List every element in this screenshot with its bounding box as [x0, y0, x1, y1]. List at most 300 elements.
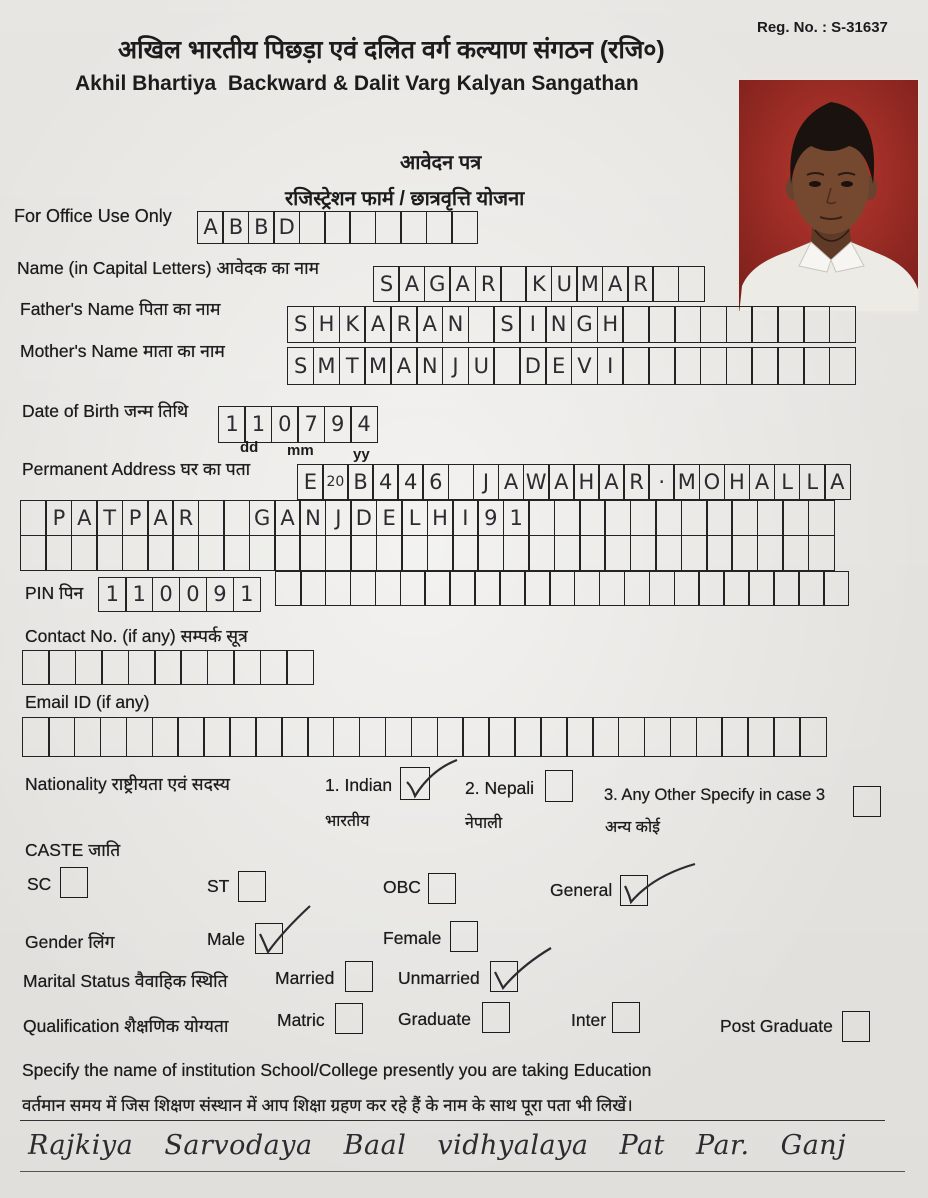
char-box: I — [452, 500, 479, 536]
caste-st-checkbox — [238, 871, 266, 902]
char-box — [424, 571, 451, 606]
caste-st-label: ST — [207, 876, 230, 896]
char-box — [648, 306, 675, 343]
char-box — [449, 571, 476, 606]
marital-married-label: Married — [275, 968, 335, 988]
nationality-label: Nationality राष्ट्रीयता एवं सदस्य — [25, 774, 230, 794]
qualification-post-graduate-label: Post Graduate — [720, 1016, 833, 1036]
qualification-matric-checkbox — [335, 1003, 363, 1034]
char-box — [488, 717, 516, 757]
char-box — [154, 650, 182, 685]
char-box — [721, 717, 749, 757]
char-box: 0 — [179, 577, 208, 612]
char-box — [757, 535, 784, 571]
char-box — [333, 717, 361, 757]
char-box — [723, 571, 750, 606]
char-box — [451, 211, 478, 244]
char-box — [803, 306, 830, 343]
char-box: E — [297, 464, 324, 500]
gender-female-label: Female — [383, 928, 442, 948]
char-box: B — [222, 211, 249, 244]
char-box — [630, 535, 657, 571]
char-box — [349, 211, 376, 244]
char-box — [96, 535, 123, 571]
char-box — [528, 500, 555, 536]
contact-boxes — [22, 650, 312, 685]
char-box: O — [699, 464, 726, 500]
qualification-graduate-checkbox — [482, 1002, 510, 1033]
char-box: 9 — [324, 406, 352, 443]
gender-male-label: Male — [207, 929, 245, 949]
char-box — [75, 650, 103, 685]
char-box — [286, 650, 314, 685]
nationality-indian-label: 1. Indian — [325, 775, 393, 795]
char-box: 0 — [152, 577, 181, 612]
char-box — [670, 717, 698, 757]
char-box: 1 — [244, 406, 272, 443]
char-box — [229, 717, 257, 757]
institution-prompt-hindi: वर्तमान समय में जिस शिक्षण संस्थान में आप शिक्षा ग्रहण कर रहे हैं के नाम के साथ पूरा पता भी लिखें। — [22, 1096, 633, 1115]
char-box — [599, 571, 626, 606]
char-box: D — [273, 211, 300, 244]
char-box — [630, 500, 657, 536]
char-box: I — [519, 306, 546, 343]
char-box — [493, 347, 520, 385]
char-box: G — [424, 266, 451, 302]
address-line3-boxes — [20, 535, 833, 571]
address-line4-boxes — [275, 571, 848, 606]
char-box: 20 — [322, 464, 349, 500]
char-box: A — [71, 500, 98, 536]
char-box: U — [551, 266, 578, 302]
qualification-inter-label: Inter — [571, 1010, 607, 1030]
char-box — [777, 306, 804, 343]
registration-number: Reg. No. : S-31637 — [757, 19, 888, 36]
char-box: L — [799, 464, 826, 500]
applicant-portrait-image — [739, 80, 920, 313]
char-box — [554, 535, 581, 571]
char-box: A — [390, 347, 417, 385]
char-box — [300, 571, 327, 606]
char-box — [400, 571, 427, 606]
char-box: W — [523, 464, 550, 500]
char-box: R — [627, 266, 654, 302]
char-box — [477, 535, 504, 571]
char-box — [757, 500, 784, 536]
char-box — [731, 535, 758, 571]
char-box — [674, 306, 701, 343]
char-box — [474, 571, 501, 606]
char-box — [122, 535, 149, 571]
char-box: 1 — [218, 406, 246, 443]
char-box: A — [548, 464, 575, 500]
char-box: H — [597, 306, 624, 343]
char-box — [700, 306, 727, 343]
char-box — [100, 717, 128, 757]
char-box — [604, 535, 631, 571]
char-box: · — [648, 464, 675, 500]
email-label: Email ID (if any) — [25, 692, 150, 712]
char-box — [681, 500, 708, 536]
checkmark-icon — [489, 950, 551, 996]
char-box: A — [602, 266, 629, 302]
dob-year-hint: yy — [353, 446, 370, 463]
mother-name-label: Mother's Name माता का नाम — [20, 341, 225, 361]
dob-month-hint: mm — [287, 442, 314, 459]
char-box: G — [249, 500, 276, 536]
char-box: N — [545, 306, 572, 343]
char-box: R — [623, 464, 650, 500]
char-box: 1 — [98, 577, 127, 612]
nationality-nepali-hindi: नेपाली — [465, 815, 503, 832]
nationality-indian-checkbox — [400, 767, 430, 800]
char-box — [401, 535, 428, 571]
char-box — [223, 535, 250, 571]
char-box: T — [96, 500, 123, 536]
char-box: J — [442, 347, 469, 385]
char-box — [325, 571, 352, 606]
char-box — [681, 535, 708, 571]
char-box — [798, 571, 825, 606]
char-box: M — [673, 464, 700, 500]
char-box: H — [724, 464, 751, 500]
marital-status-label: Marital Status वैवाहिक स्थिति — [23, 971, 228, 991]
char-box: 1 — [125, 577, 154, 612]
char-box: U — [468, 347, 495, 385]
char-box — [359, 717, 387, 757]
char-box — [400, 211, 427, 244]
char-box — [462, 717, 490, 757]
char-box — [655, 500, 682, 536]
char-box: B — [248, 211, 275, 244]
char-box: A — [416, 306, 443, 343]
char-box: H — [427, 500, 454, 536]
char-box — [782, 535, 809, 571]
char-box — [674, 347, 701, 385]
char-box — [452, 535, 479, 571]
char-box — [706, 535, 733, 571]
char-box — [48, 717, 76, 757]
char-box — [747, 717, 775, 757]
char-box — [274, 535, 301, 571]
char-box — [731, 500, 758, 536]
char-box: K — [525, 266, 552, 302]
char-box — [198, 535, 225, 571]
char-box: L — [774, 464, 801, 500]
caste-label: CASTE जाति — [25, 840, 121, 860]
institution-name-handwritten: Rajkiya Sarvodaya Baal vidhyalaya Pat Par. Ganj — [28, 1130, 847, 1161]
char-box — [648, 347, 675, 385]
char-box: A — [364, 306, 391, 343]
char-box: A — [749, 464, 776, 500]
char-box: 7 — [297, 406, 325, 443]
char-box: A — [824, 464, 851, 500]
char-box — [307, 717, 335, 757]
char-box — [275, 571, 302, 606]
char-box: 9 — [206, 577, 235, 612]
char-box — [249, 535, 276, 571]
char-box: 4 — [372, 464, 399, 500]
char-box — [622, 306, 649, 343]
char-box — [503, 535, 530, 571]
nationality-nepali-checkbox — [545, 770, 573, 802]
father-name-label: Father's Name पिता का नाम — [20, 299, 221, 319]
applicant-name-label: Name (in Capital Letters) आवेदक का नाम — [17, 258, 320, 278]
applicant-name-boxes — [373, 266, 703, 302]
char-box — [427, 535, 454, 571]
org-title-hindi: अखिल भारतीय पिछड़ा एवं दलित वर्ग कल्याण संगठन (रजि०) — [118, 36, 665, 64]
char-box — [808, 500, 835, 536]
caste-obc-label: OBC — [383, 877, 421, 897]
char-box: I — [597, 347, 624, 385]
char-box: 0 — [271, 406, 299, 443]
char-box — [803, 347, 830, 385]
char-box — [207, 650, 235, 685]
char-box — [808, 535, 835, 571]
char-box — [696, 717, 724, 757]
char-box — [385, 717, 413, 757]
char-box: T — [339, 347, 366, 385]
marital-unmarried-checkbox — [490, 961, 518, 992]
char-box — [706, 500, 733, 536]
char-box: J — [473, 464, 500, 500]
char-box — [375, 211, 402, 244]
caste-sc-label: SC — [27, 874, 52, 894]
char-box — [751, 347, 778, 385]
char-box — [375, 571, 402, 606]
nationality-other-hindi: अन्य कोई — [605, 819, 660, 836]
char-box: A — [147, 500, 174, 536]
char-box: N — [442, 306, 469, 343]
char-box: N — [416, 347, 443, 385]
pin-label: PIN पिन — [25, 583, 84, 603]
char-box — [574, 571, 601, 606]
char-box — [604, 500, 631, 536]
char-box: P — [45, 500, 72, 536]
institution-underline — [20, 1171, 905, 1172]
char-box — [726, 306, 753, 343]
char-box: R — [172, 500, 199, 536]
char-box — [649, 571, 676, 606]
form-subtitle: रजिस्ट्रेशन फार्म / छात्रवृत्ति योजना — [285, 188, 525, 210]
char-box — [652, 266, 679, 302]
char-box: N — [299, 500, 326, 536]
char-box: L — [401, 500, 428, 536]
char-box: A — [449, 266, 476, 302]
char-box: 1 — [503, 500, 530, 536]
char-box: S — [373, 266, 400, 302]
char-box — [350, 571, 377, 606]
qualification-label: Qualification शैक्षणिक योग्यता — [23, 1016, 229, 1036]
char-box — [299, 535, 326, 571]
char-box: 6 — [422, 464, 449, 500]
char-box — [773, 717, 801, 757]
char-box — [514, 717, 542, 757]
char-box — [198, 500, 225, 536]
char-box — [751, 306, 778, 343]
char-box: M — [313, 347, 340, 385]
char-box — [22, 717, 50, 757]
char-box — [549, 571, 576, 606]
mother-name-boxes — [287, 347, 855, 385]
qualification-inter-checkbox — [612, 1002, 640, 1033]
char-box — [622, 347, 649, 385]
char-box — [448, 464, 475, 500]
char-box — [350, 535, 377, 571]
char-box — [540, 717, 568, 757]
applicant-photo — [737, 78, 920, 313]
char-box — [325, 535, 352, 571]
nationality-indian-hindi: भारतीय — [325, 813, 370, 830]
char-box — [45, 535, 72, 571]
char-box — [74, 717, 102, 757]
org-title-english: Akhil Bhartiya Backward & Dalit Varg Kalyan Sangathan — [75, 72, 639, 95]
dob-boxes — [218, 406, 376, 443]
char-box — [172, 535, 199, 571]
caste-general-checkbox — [620, 875, 648, 906]
char-box — [579, 500, 606, 536]
father-name-boxes — [287, 306, 855, 343]
char-box: S — [287, 306, 314, 343]
char-box — [726, 347, 753, 385]
gender-label: Gender लिंग — [25, 932, 115, 952]
char-box: S — [287, 347, 314, 385]
address-line1-boxes — [297, 464, 849, 500]
char-box — [499, 571, 526, 606]
char-box — [592, 717, 620, 757]
nationality-nepali-label: 2. Nepali — [465, 778, 535, 798]
pin-boxes — [98, 577, 259, 612]
char-box: 9 — [477, 500, 504, 536]
char-box: E — [545, 347, 572, 385]
marital-unmarried-label: Unmarried — [398, 968, 480, 988]
char-box — [426, 211, 453, 244]
char-box: R — [390, 306, 417, 343]
char-box — [700, 347, 727, 385]
char-box: M — [576, 266, 603, 302]
char-box: A — [197, 211, 224, 244]
char-box — [566, 717, 594, 757]
char-box — [223, 500, 250, 536]
char-box — [777, 347, 804, 385]
char-box: A — [398, 266, 425, 302]
nationality-other-checkbox — [853, 786, 881, 817]
char-box: E — [376, 500, 403, 536]
char-box: V — [571, 347, 598, 385]
qualification-matric-label: Matric — [277, 1010, 325, 1030]
checkmark-icon — [254, 912, 316, 958]
char-box — [782, 500, 809, 536]
char-box: D — [350, 500, 377, 536]
char-box: A — [274, 500, 301, 536]
char-box — [255, 717, 283, 757]
char-box — [71, 535, 98, 571]
qualification-post-graduate-checkbox — [842, 1011, 870, 1042]
checkmark-icon — [619, 864, 681, 910]
char-box — [203, 717, 231, 757]
caste-sc-checkbox — [60, 867, 88, 898]
char-box — [678, 266, 705, 302]
char-box: 1 — [233, 577, 262, 612]
char-box — [748, 571, 775, 606]
char-box: K — [339, 306, 366, 343]
char-box: R — [475, 266, 502, 302]
form-title: आवेदन पत्र — [400, 152, 482, 174]
char-box — [324, 211, 351, 244]
institution-prompt-english: Specify the name of institution School/College presently you are taking Education — [22, 1060, 652, 1080]
char-box: H — [313, 306, 340, 343]
char-box — [260, 650, 288, 685]
email-boxes — [22, 717, 825, 757]
char-box — [823, 571, 850, 606]
address-line2-boxes — [20, 500, 833, 536]
char-box — [655, 535, 682, 571]
char-box — [829, 347, 856, 385]
char-box — [500, 266, 527, 302]
char-box — [579, 535, 606, 571]
char-box — [22, 650, 50, 685]
gender-female-checkbox — [450, 921, 478, 952]
char-box — [299, 211, 326, 244]
char-box: H — [573, 464, 600, 500]
char-box — [20, 535, 47, 571]
char-box: J — [325, 500, 352, 536]
char-box — [773, 571, 800, 606]
char-box — [152, 717, 180, 757]
nationality-other-label: 3. Any Other Specify in case 3 — [604, 786, 826, 804]
office-use-boxes — [197, 211, 476, 244]
char-box: D — [519, 347, 546, 385]
char-box: B — [347, 464, 374, 500]
char-box — [180, 650, 208, 685]
char-box: A — [498, 464, 525, 500]
caste-obc-checkbox — [428, 873, 456, 904]
char-box — [624, 571, 651, 606]
char-box — [618, 717, 646, 757]
divider-line — [20, 1120, 885, 1121]
char-box — [233, 650, 261, 685]
contact-label: Contact No. (if any) सम्पर्क सूत्र — [25, 626, 248, 646]
char-box — [101, 650, 129, 685]
char-box — [376, 535, 403, 571]
char-box — [528, 535, 555, 571]
char-box — [829, 306, 856, 343]
char-box — [468, 306, 495, 343]
char-box: A — [598, 464, 625, 500]
char-box — [281, 717, 309, 757]
char-box: 4 — [397, 464, 424, 500]
marital-married-checkbox — [345, 961, 373, 992]
char-box — [128, 650, 156, 685]
char-box: S — [493, 306, 520, 343]
char-box — [524, 571, 551, 606]
gender-male-checkbox — [255, 923, 283, 954]
char-box — [644, 717, 672, 757]
office-use-label: For Office Use Only — [14, 206, 172, 226]
char-box: 4 — [350, 406, 378, 443]
char-box — [411, 717, 439, 757]
char-box — [698, 571, 725, 606]
qualification-graduate-label: Graduate — [398, 1009, 471, 1029]
char-box — [674, 571, 701, 606]
dob-day-hint: dd — [240, 439, 259, 456]
char-box: P — [122, 500, 149, 536]
char-box — [20, 500, 47, 536]
char-box: M — [364, 347, 391, 385]
caste-general-label: General — [550, 880, 613, 900]
dob-label: Date of Birth जन्म तिथि — [22, 401, 189, 421]
char-box: G — [571, 306, 598, 343]
